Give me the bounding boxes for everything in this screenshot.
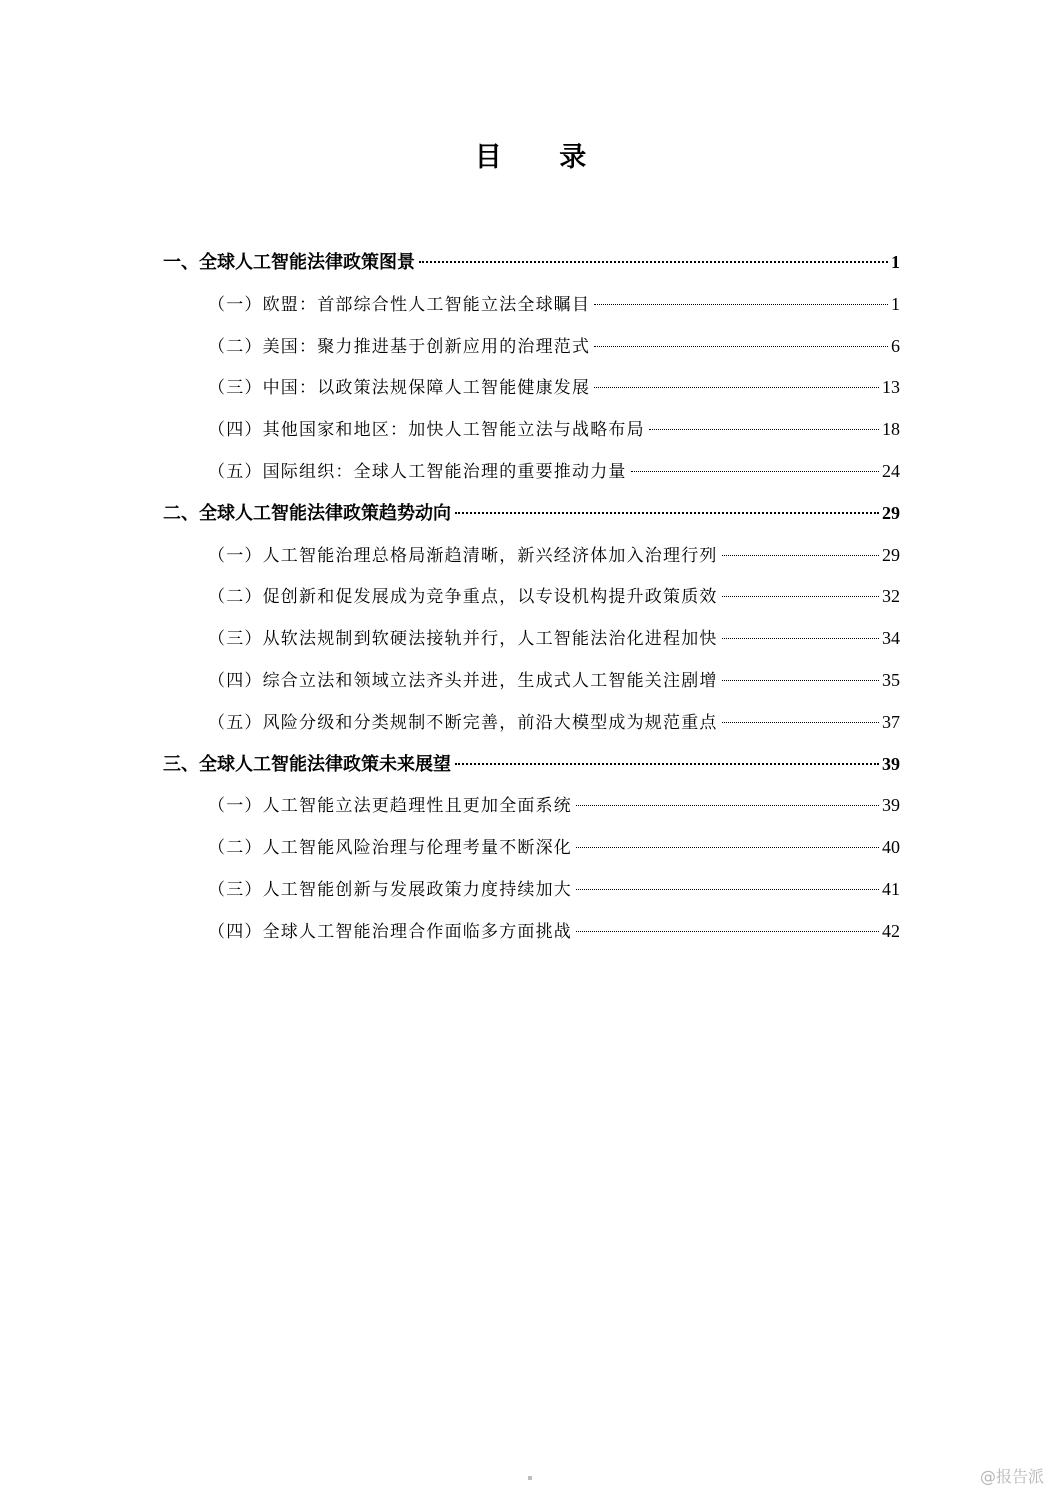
toc-page-number: 29 — [882, 544, 900, 565]
toc-subsection-label: （一）欧盟：首部综合性人工智能立法全球瞩目 — [208, 294, 591, 315]
toc-dot-leader — [576, 889, 879, 890]
toc-section-label: 一、全球人工智能法律政策图景 — [163, 252, 415, 273]
toc-dot-leader — [722, 638, 879, 639]
toc-section-1[interactable] — [163, 242, 900, 284]
toc-subsection-1-5[interactable] — [163, 451, 900, 493]
toc-subsection-2-3[interactable] — [163, 618, 900, 660]
toc-subsection-1-2[interactable] — [163, 326, 900, 368]
toc-subsection-label: （四）其他国家和地区：加快人工智能立法与战略布局 — [208, 420, 645, 441]
toc-page-number: 40 — [882, 837, 900, 858]
toc-subsection-label: （二）促创新和促发展成为竞争重点，以专设机构提升政策质效 — [208, 587, 718, 608]
toc-subsection-label: （四）综合立法和领域立法齐头并进，生成式人工智能关注剧增 — [208, 670, 718, 691]
toc-dot-leader — [576, 931, 879, 932]
toc-section-2[interactable] — [163, 493, 900, 535]
toc-page-number: 42 — [882, 920, 900, 941]
toc-page-number: 39 — [882, 795, 900, 816]
toc-subsection-label: （五）国际组织：全球人工智能治理的重要推动力量 — [208, 461, 627, 482]
toc-subsection-label: （一）人工智能立法更趋理性且更加全面系统 — [208, 796, 572, 817]
toc-subsection-3-1[interactable] — [163, 785, 900, 827]
toc-page-number: 29 — [882, 502, 900, 523]
toc-page-number: 37 — [882, 711, 900, 732]
toc-page-number: 1 — [891, 293, 900, 314]
toc-page-number: 34 — [882, 628, 900, 649]
toc-section-label: 二、全球人工智能法律政策趋势动向 — [163, 502, 451, 524]
toc-dot-leader — [594, 346, 888, 347]
toc-dot-leader — [576, 847, 879, 848]
toc-subsection-label: （三）人工智能创新与发展政策力度持续加大 — [208, 879, 572, 900]
toc-subsection-3-4[interactable] — [163, 911, 900, 953]
toc-dot-leader — [594, 304, 888, 305]
toc-page-number: 18 — [882, 419, 900, 440]
toc-dot-leader — [722, 722, 879, 723]
toc-subsection-label: （二）人工智能风险治理与伦理考量不断深化 — [208, 838, 572, 859]
toc-dot-leader — [576, 805, 879, 806]
toc-page-number: 13 — [882, 377, 900, 398]
toc-dot-leader — [455, 512, 879, 514]
toc-section-3[interactable] — [163, 744, 900, 786]
toc-subsection-label: （三）中国：以政策法规保障人工智能健康发展 — [208, 378, 591, 399]
toc-subsection-2-1[interactable] — [163, 535, 900, 577]
toc-dot-leader — [631, 471, 879, 472]
toc-subsection-label: （三）从软法规制到软硬法接轨并行，人工智能法治化进程加快 — [208, 629, 718, 650]
toc-page-number: 41 — [882, 878, 900, 899]
watermark: @报告派 — [980, 1467, 1045, 1486]
toc-subsection-label: （五）风险分级和分类规制不断完善，前沿大模型成为规范重点 — [208, 712, 718, 733]
toc-page-number: 35 — [882, 669, 900, 690]
toc-dot-leader — [722, 680, 879, 681]
page-title: 目 录 — [474, 142, 611, 173]
toc-dot-leader — [419, 261, 888, 263]
footer-page-marker — [528, 1476, 532, 1480]
toc-page-number: 6 — [891, 335, 900, 356]
toc-subsection-1-3[interactable] — [163, 367, 900, 409]
table-of-contents — [163, 242, 900, 953]
toc-subsection-label: （二）美国：聚力推进基于创新应用的治理范式 — [208, 336, 591, 357]
toc-dot-leader — [594, 387, 879, 388]
toc-dot-leader — [649, 429, 879, 430]
toc-subsection-2-4[interactable] — [163, 660, 900, 702]
toc-page-number: 1 — [891, 252, 900, 272]
toc-dot-leader — [455, 763, 879, 765]
toc-subsection-1-1[interactable] — [163, 284, 900, 326]
toc-subsection-2-2[interactable] — [163, 576, 900, 618]
toc-page-number: 39 — [882, 753, 900, 774]
toc-subsection-2-5[interactable] — [163, 702, 900, 744]
toc-page-number: 24 — [882, 460, 900, 481]
toc-subsection-label: （一）人工智能治理总格局渐趋清晰，新兴经济体加入治理行列 — [208, 545, 718, 566]
toc-subsection-1-4[interactable] — [163, 409, 900, 451]
toc-subsection-3-3[interactable] — [163, 869, 900, 911]
toc-subsection-3-2[interactable] — [163, 827, 900, 869]
toc-page-number: 32 — [882, 586, 900, 607]
toc-subsection-label: （四）全球人工智能治理合作面临多方面挑战 — [208, 921, 572, 942]
toc-section-label: 三、全球人工智能法律政策未来展望 — [163, 753, 451, 775]
toc-dot-leader — [722, 555, 879, 556]
toc-dot-leader — [722, 596, 879, 597]
